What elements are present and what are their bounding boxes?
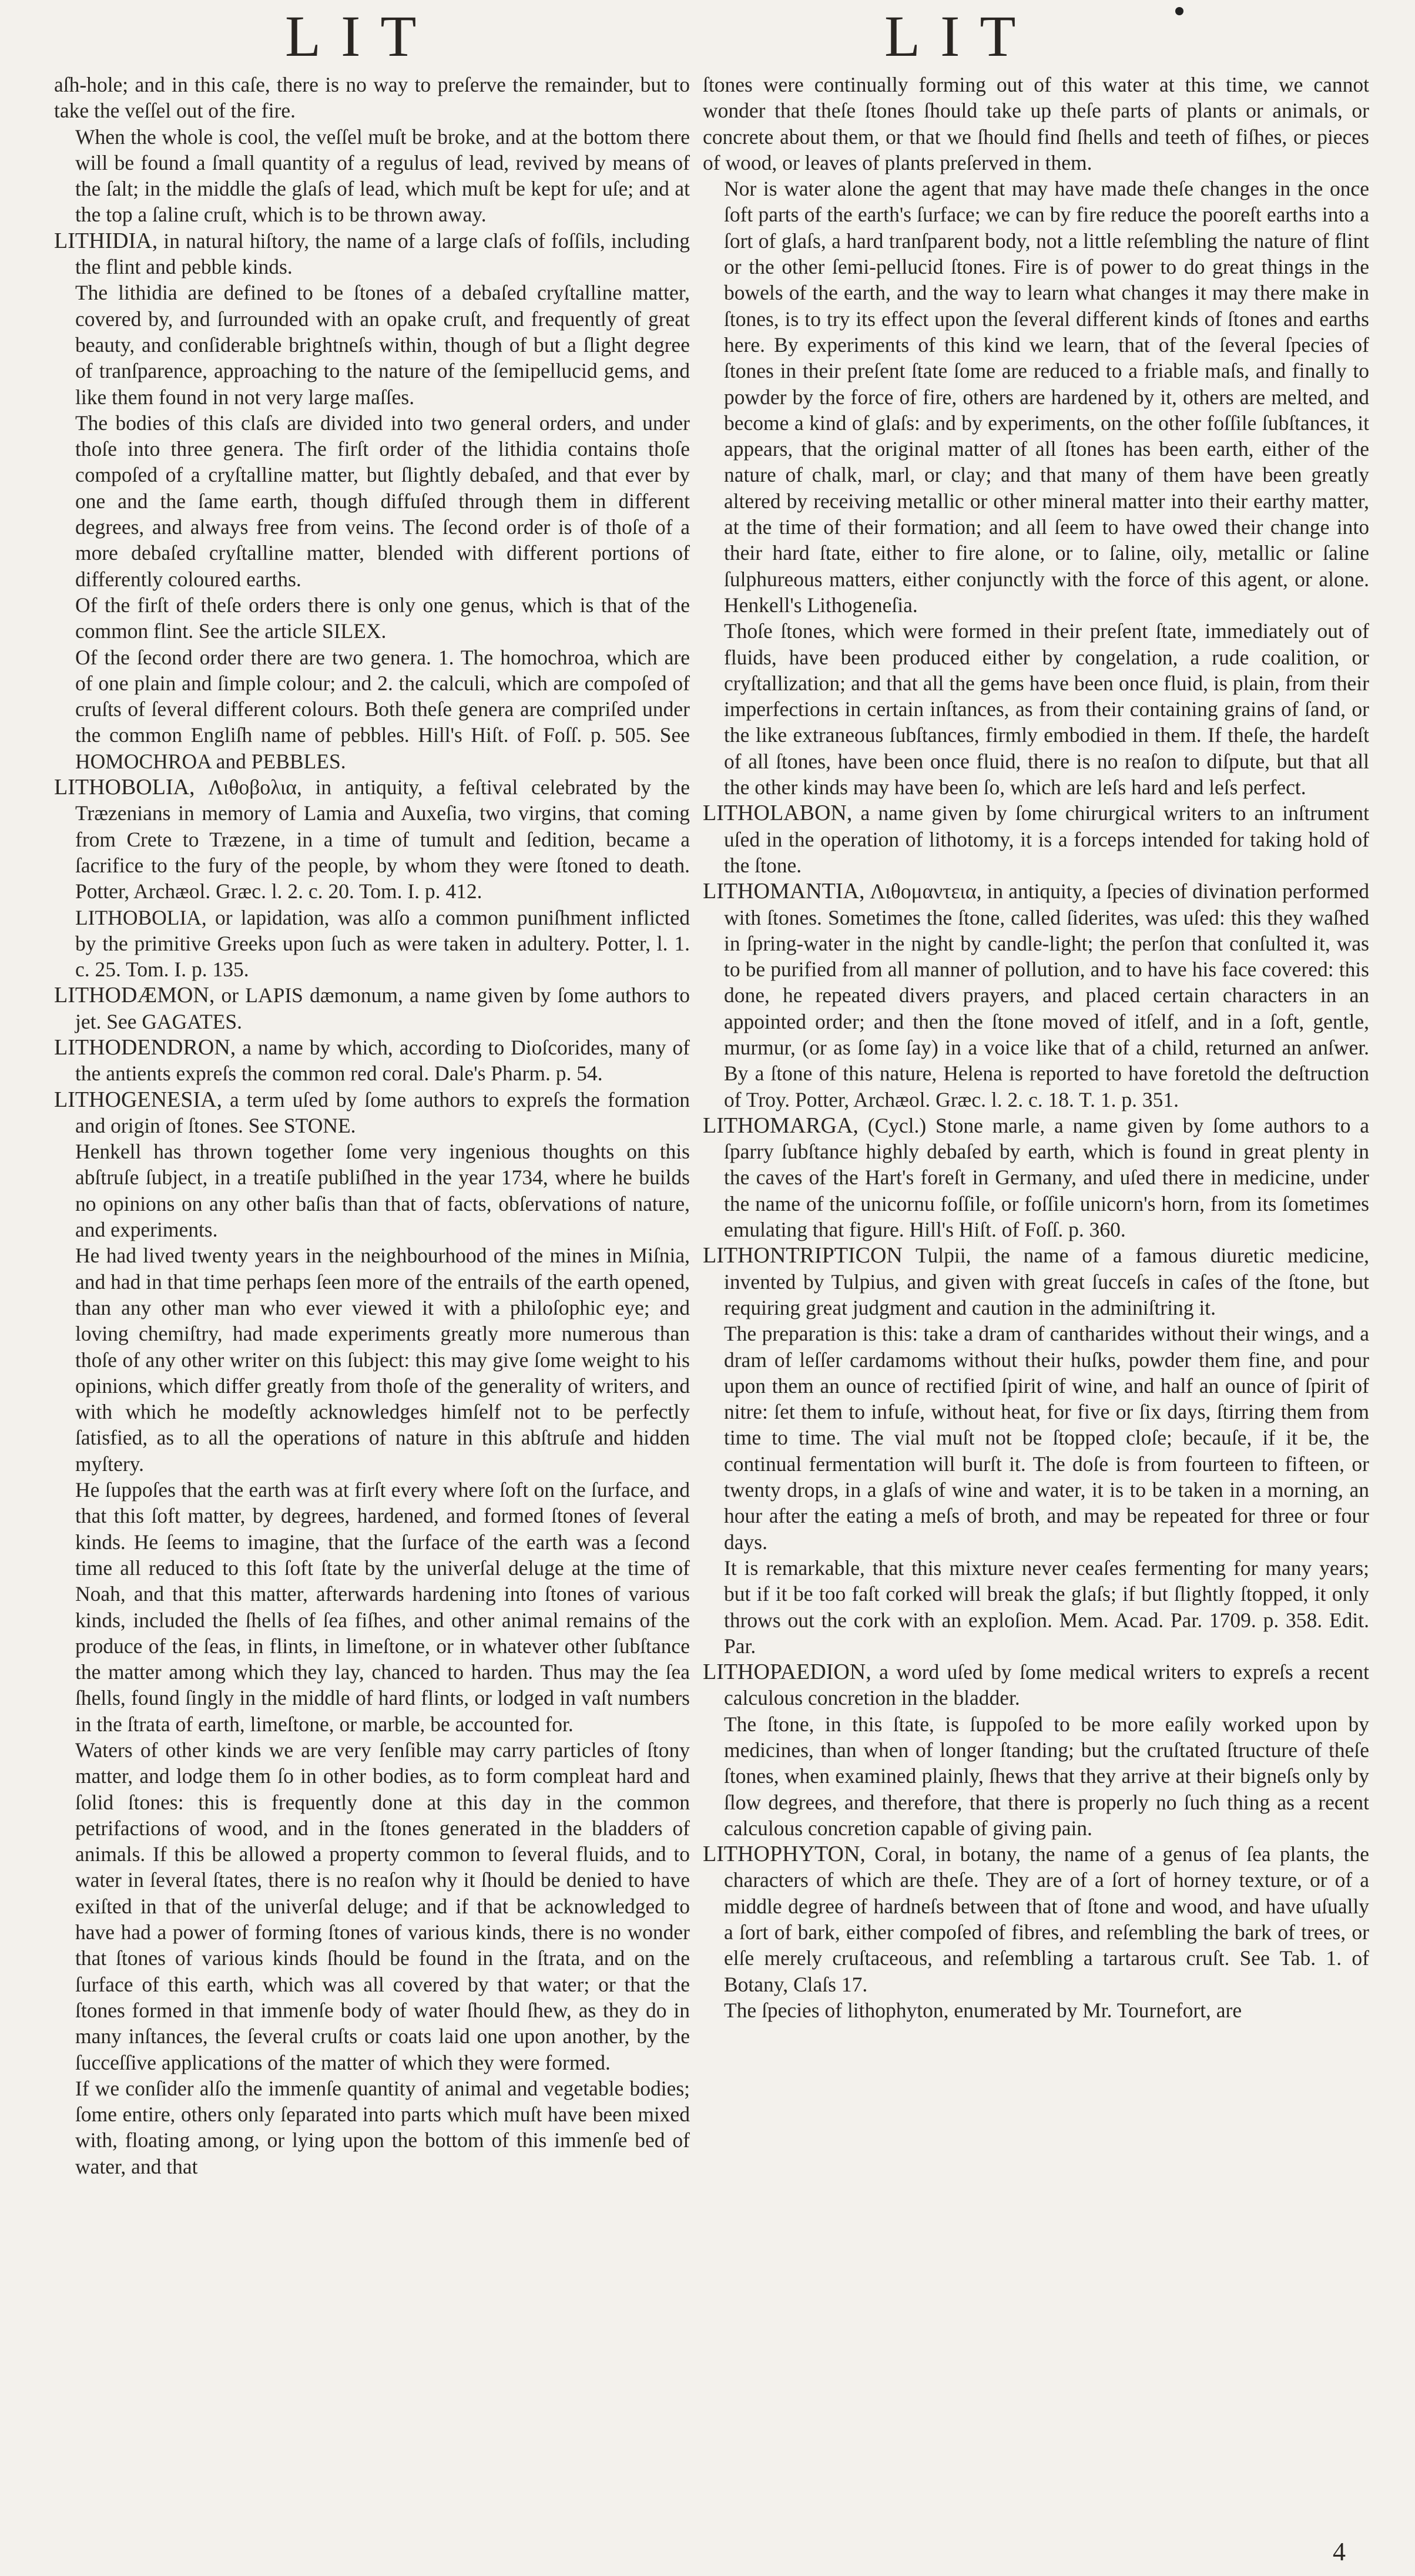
entry-text: Of the ſecond order there are two genera. 1. The homochroa, which are of one plain and ſimple colour; and 2. the calculi, which are compoſed of cruſts of ſeveral different colours. Both theſe genera are compriſed under the common Engliſh name of pebbles. Hill's Hiſt. of Foſſ. p. 505. See HOMOCHROA and PEBBLES.: [75, 645, 690, 773]
entry-text: a term uſed by ſome authors to expreſs the formation and origin of ſtones. See STONE.: [75, 1087, 690, 1137]
paragraph: [703, 1711, 1369, 1841]
entry-text: When the whole is cool, the veſſel muſt be broke, and at the bottom there will be found a ſmall quantity of a regulus of lead, revived by means of the ſalt; in the middle the glaſs of lead, which muſt be kept for uſe; and at the top a ſaline cruſt, which is to be thrown away.: [75, 125, 690, 227]
entry-text: He ſuppoſes that the earth was at firſt every where ſoft on the ſurface, and that this ſoft matter, by degrees, hardened, and formed ſtones of ſeveral kinds. He ſeems to imagine, that the ſurface of the earth was a ſecond time all reduced to this ſoft ſtate by the univerſal deluge at the time of Noah, and that this matter, afterwards hardening into ſtones of various kinds, included the ſhells of ſea fiſhes, and other animal remains of the produce of the ſeas, in flints, in limeſtone, or in whatever other ſubſtance the matter among which they lay, chanced to harden. Thus may the ſea ſhells, found ſingly in the middle of hard flints, or lodged in vaſt numbers in the ſtrata of earth, limeſtone, or marble, be accounted for.: [75, 1478, 690, 1736]
dictionary-entry: [703, 1659, 1369, 1711]
dictionary-entry: [54, 774, 690, 904]
entry-text: The lithidia are defined to be ſtones of a debaſed cryſtalline matter, covered by, and ſurrounded with an opake cruſt, and frequently of great beauty, and conſiderable brightneſs within, though of but a ſlight degree of tranſparence, approaching to the nature of the ſemipellucid gems, and like them found in not very large maſſes.: [75, 281, 690, 409]
entry-text: aſh-hole; and in this caſe, there is no way to preſerve the remainder, but to take the veſſel out of the fire.: [54, 73, 690, 123]
dictionary-entry: [703, 1113, 1369, 1242]
paragraph: [54, 1242, 690, 1477]
entry-headword: LITHOLABON,: [703, 801, 853, 826]
dictionary-entry: [703, 800, 1369, 878]
entry-headword: LITHOBOLIA,: [54, 775, 195, 800]
page-number: 4: [1333, 2537, 1346, 2566]
entry-text: The preparation is this: take a dram of cantharides without their wings, and a dram of leſſer cardamoms without their huſks, powder them fine, and pour upon them an ounce of rectified ſpirit of wine, and half an ounce of ſpirit of nitre: ſet them to infuſe, without heat, for five or ſix days, ſtirring them from time to time. The vial muſt not be ſtopped cloſe; becauſe, if it be, the continual fermentation will burſt it. The doſe is from fourteen to fifteen, or twenty drops, in a glaſs of wine and water, it is to be taken in a morning, an hour after the eating a meſs of broth, and may be repeated for three or four days.: [724, 1322, 1369, 1554]
entry-headword: LITHOMARGA,: [703, 1113, 859, 1138]
dictionary-entry: [54, 1035, 690, 1087]
paragraph: [703, 618, 1369, 800]
entry-text: Nor is water alone the agent that may have made theſe changes in the once ſoft parts of the earth's ſurface; we can by fire reduce the pooreſt earths into a ſort of glaſs, a hard tranſparent body, not a little reſembling the nature of flint or the other ſemi-pellucid ſtones. Fire is of power to do great things in the bowels of the earth, and the way to learn what changes it may there make in ſtones, is to try its effect upon the ſeveral different kinds of ſtones and earths here. By experiments of this kind we learn, that of the ſeveral ſpecies of ſtones in their preſent ſtate ſome are reduced to a friable maſs, and finally to powder by the force of fire, others are hardened by it, others are melted, and become a kind of glaſs: and by experiments, on the other foſſile ſubſtances, it appears, that the original matter of all ſtones has been earth, either of the nature of chalk, marl, or clay; and that many of them have been greatly altered by receiving metallic or other mineral matter into their earthy matter, at the time of their formation; and all ſeem to have owed their change into their hard ſtate, either to fire alone, or to ſaline, oily, metallic or ſaline ſulphureous matters, either conjunctly with the force of this agent, or alone. Henkell's Lithogeneſia.: [724, 177, 1369, 617]
entry-text: He had lived twenty years in the neighbourhood of the mines in Miſnia, and had in that time perhaps ſeen more of the entrails of the earth opened, than any other man who ever viewed it with a philoſophic eye; and loving chemiſtry, had made experiments greatly more numerous than thoſe of any other writer on this ſubject: this may give ſome weight to his opinions, which differ greatly from thoſe of the generality of writers, and with which he modeſtly acknowledges himſelf not to be perfectly ſatisfied, as to all the operations of nature in this abſtruſe and hidden myſtery.: [75, 1244, 690, 1476]
paragraph: [54, 124, 690, 228]
entry-text: ſtones were continually forming out of this water at this time, we cannot wonder that theſe ſtones ſhould take up theſe parts of plants or animals, or concrete about them, or that we ſhould find ſhells and teeth of fiſhes, or pieces of wood, or leaves of plants preſerved in them.: [703, 73, 1369, 174]
entry-text: in natural hiſtory, the name of a large claſs of foſſils, including the flint and pebble kinds.: [75, 229, 690, 279]
entry-text: Coral, in botany, the name of a genus of ſea plants, the characters of which are theſe. They are of a ſort of horney texture, or of a middle degree of hardneſs between that of ſtone and wood, and have uſually a ſort of bark, either compoſed of fibres, and reſembling the bark of trees, or elſe merely cruſtaceous, and reſembling a tartarous cruſt. See Tab. 1. of Botany, Claſs 17.: [724, 1842, 1369, 1996]
paragraph: [54, 410, 690, 592]
paragraph: [54, 1477, 690, 1737]
paragraph: [703, 176, 1369, 618]
dictionary-entry: [703, 1841, 1369, 1997]
paragraph: [54, 72, 690, 124]
entry-text: a name given by ſome chirurgical writers to an inſtrument uſed in the operation of lithotomy, it is a forceps intended for taking hold of the ſtone.: [724, 801, 1369, 877]
paragraph: [703, 1321, 1369, 1555]
entry-text: LITHOBOLIA, or lapidation, was alſo a common puniſhment inflicted by the primitive Greeks upon ſuch as were taken in adultery. Potter, l. 1. c. 25. Tom. I. p. 135.: [75, 905, 690, 982]
left-column: [54, 72, 690, 2179]
dictionary-entry: [54, 1087, 690, 1139]
entry-text: a name by which, according to Dioſcorides, many of the antients expreſs the common red coral. Dale's Pharm. p. 54.: [75, 1035, 690, 1086]
running-head-left: LIT: [285, 4, 437, 69]
dictionary-entry: [703, 1242, 1369, 1321]
entry-headword: LITHIDIA,: [54, 228, 158, 253]
entry-headword: LITHOPAEDION,: [703, 1660, 871, 1685]
entry-text: Of the firſt of theſe orders there is only one genus, which is that of the common flint. See the article SILEX.: [75, 593, 690, 643]
entry-text: Λιθομαντεια, in antiquity, a ſpecies of divination performed with ſtones. Sometimes the ſtone, called ſiderites, was uſed: this they waſhed in ſpring-water in the night by candle-light; the perſon that conſulted it, was to be purified from all manner of pollution, and to have his face covered: this done, he repeated divers prayers, and placed certain characters in an appointed order; and then the ſtone moved of itſelf, and in a ſoft, gentle, murmur, (or as ſome ſay) in a voice like that of a child, returned an anſwer. By a ſtone of this nature, Helena is reported to have foretold the deſtruction of Troy. Potter, Archæol. Græc. l. 2. c. 18. T. 1. p. 351.: [724, 879, 1369, 1111]
paragraph: [54, 592, 690, 644]
paragraph: [54, 280, 690, 409]
dictionary-entry: [54, 228, 690, 280]
paragraph: [54, 905, 690, 983]
entry-text: Henkell has thrown together ſome very ingenious thoughts on this abſtruſe ſubject, in a treatiſe publiſhed in the year 1734, where he builds no opinions on any other baſis than that of facts, obſervations of nature, and experiments.: [75, 1140, 690, 1242]
entry-text: Λιθοβολια, in antiquity, a feſtival celebrated by the Træzenians in memory of Lamia and Auxeſia, two virgins, that coming from Crete to Træzene, in a time of tumult and ſedition, became a ſacrifice to the fury of the people, by whom they were ſtoned to death. Potter, Archæol. Græc. l. 2. c. 20. Tom. I. p. 412.: [75, 775, 690, 904]
entry-headword: LITHODÆMON,: [54, 983, 215, 1008]
paragraph: [54, 2075, 690, 2179]
paragraph: [703, 72, 1369, 176]
entry-headword: LITHOMANTIA,: [703, 879, 865, 904]
entry-text: The ſtone, in this ſtate, is ſuppoſed to be more eaſily worked upon by medicines, than when of longer ſtanding; but the cruſtated ſtructure of theſe ſtones, when examined plainly, ſhews that they arrive at their bigneſs only by ſlow degrees, and therefore, that there is properly no ſuch thing as a recent calculous concretion capable of giving pain.: [724, 1712, 1369, 1840]
entry-text: Tulpii, the name of a famous diuretic medicine, invented by Tulpius, and given with great ſucceſs in caſes of the ſtone, but requiring great judgment and caution in the adminiſtring it.: [724, 1244, 1369, 1319]
paragraph: [54, 1138, 690, 1242]
entry-headword: LITHODENDRON,: [54, 1035, 236, 1060]
paragraph: [703, 1555, 1369, 1659]
dictionary-entry: [703, 878, 1369, 1113]
entry-text: or LAPIS dæmonum, a name given by ſome authors to jet. See GAGATES.: [75, 983, 690, 1033]
paragraph: [703, 1997, 1369, 2023]
entry-headword: LITHOPHYTON,: [703, 1842, 866, 1867]
ink-dot: [1175, 7, 1183, 15]
entry-text: Waters of other kinds we are very ſenſible may carry particles of ſtony matter, and lodge them ſo in other bodies, as to form compleat hard and ſolid ſtones: this is frequently done at this day in the common petrifactions of wood, and in the ſtones generated in the bladders of animals. If this be allowed a property common to ſeveral fluids, and to water in ſeveral ſtates, there is no reaſon why it ſhould be denied to have exiſted in that of the univerſal deluge; and if that be acknowledged to have had a power of forming ſtones of various kinds, there is no wonder that ſtones of various kinds ſhould be found in the ſtrata, and on the ſurface of this earth, which was all covered by that water; or that the ſtones formed in that immenſe body of water ſhould ſhew, as they do in many inſtances, the ſeveral cruſts or coats laid one upon another, by the ſucceſſive applications of the matter of which they were formed.: [75, 1738, 690, 2074]
paragraph: [54, 1737, 690, 2075]
running-head-right: LIT: [884, 4, 1036, 69]
entry-text: It is remarkable, that this mixture never ceaſes fermenting for many years; but if it be too faſt corked will break the glaſs; if but ſlightly ſtopped, it only throws out the cork with an exploſion. Mem. Acad. Par. 1709. p. 358. Edit. Par.: [724, 1556, 1369, 1658]
entry-text: (Cycl.) Stone marle, a name given by ſome authors to a ſparry ſubſtance highly debaſed by earth, which is found in great plenty in the caves of the Hart's foreſt in Germany, and uſed there in medicine, under the name of the unicornu foſſile, or foſſile unicorn's horn, from its ſometimes emulating that figure. Hill's Hiſt. of Foſſ. p. 360.: [724, 1113, 1369, 1242]
entry-headword: LITHOGENESIA,: [54, 1087, 223, 1112]
entry-headword: LITHONTRIPTICON: [703, 1243, 903, 1268]
paragraph: [54, 644, 690, 774]
entry-text: Thoſe ſtones, which were formed in their preſent ſtate, immediately out of fluids, have been produced either by congelation, a rude coalition, or cryſtallization; and that all the gems have been once fluid, is plain, from their imperfections in certain inſtances, as from their containing grains of ſand, or the like extraneous ſubſtances, firmly embodied in them. If theſe, the hardeſt of all ſtones, have been once fluid, there is no reaſon to diſpute, but that all the other kinds may have been ſo, which are leſs hard and leſs perfect.: [724, 619, 1369, 800]
right-column: [703, 72, 1369, 2023]
dictionary-entry: [54, 982, 690, 1035]
entry-text: The bodies of this claſs are divided into two general orders, and under thoſe into three genera. The firſt order of the lithidia contains thoſe compoſed of a cryſtalline matter, but ſlightly debaſed, and that ever by one and the ſame earth, though diffuſed through them in different degrees, and always free from veins. The ſecond order is of thoſe of a more debaſed cryſtalline matter, blended with different portions of differently coloured earths.: [75, 411, 690, 591]
entry-text: a word uſed by ſome medical writers to expreſs a recent calculous concretion in the bladder.: [724, 1660, 1369, 1710]
entry-text: If we conſider alſo the immenſe quantity of animal and vegetable bodies; ſome entire, others only ſeparated into parts which muſt have been mixed with, floating among, or lying upon the bottom of this immenſe bed of water, and that: [75, 2076, 690, 2178]
entry-text: The ſpecies of lithophyton, enumerated by Mr. Tournefort, are: [724, 1998, 1242, 2022]
